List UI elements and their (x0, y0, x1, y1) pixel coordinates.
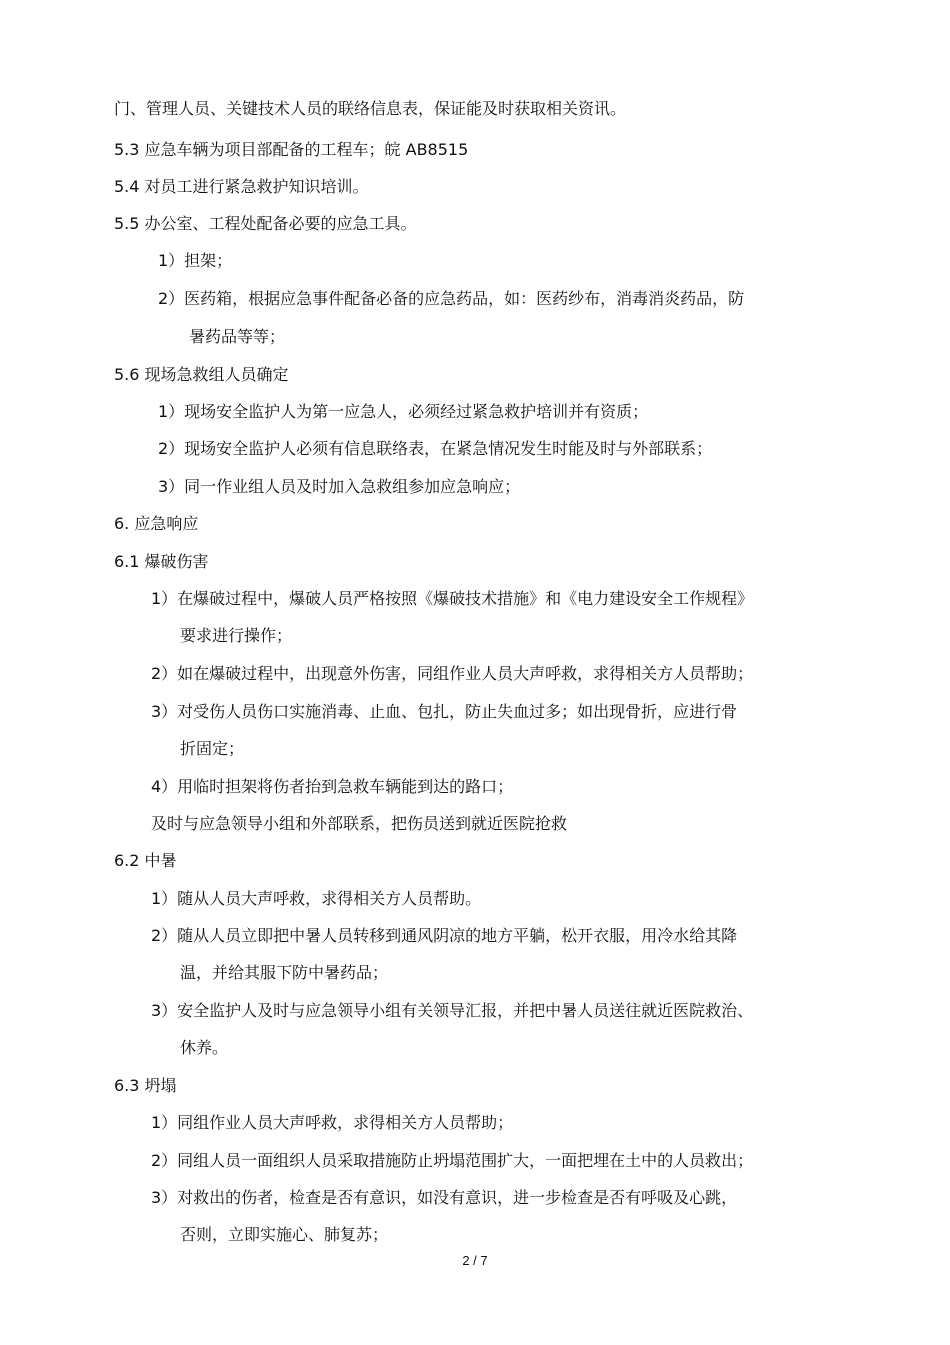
text-line: 2）现场安全监护人必须有信息联络表，在紧急情况发生时能及时与外部联系； (158, 439, 713, 458)
text-line: 门、管理人员、关键技术人员的联络信息表，保证能及时获取相关资讯。 (114, 99, 627, 118)
text-line: 1）同组作业人员大声呼救，求得相关方人员帮助； (151, 1113, 514, 1132)
text-line: 1）现场安全监护人为第一应急人，必须经过紧急救护培训并有资质； (158, 402, 649, 421)
text-line: 温，并给其服下防中暑药品； (180, 963, 389, 982)
text-line: 5.3 应急车辆为项目部配备的工程车；皖 AB8515 (114, 140, 469, 159)
text-line: 3）同一作业组人员及时加入急救组参加应急响应； (158, 477, 521, 496)
text-line: 要求进行操作； (180, 626, 293, 645)
text-line: 6.3 坍塌 (114, 1076, 177, 1095)
text-line: 2）同组人员一面组织人员采取措施防止坍塌范围扩大，一面把埋在土中的人员救出； (151, 1151, 754, 1170)
text-line: 及时与应急领导小组和外部联系，把伤员送到就近医院抢救 (151, 814, 568, 833)
text-line: 6.2 中暑 (114, 851, 177, 870)
text-line: 5.5 办公室、工程处配备必要的应急工具。 (114, 214, 417, 233)
text-line: 休养。 (180, 1038, 229, 1057)
text-line: 1）在爆破过程中，爆破人员严格按照《爆破技术措施》和《电力建设安全工作规程》 (151, 589, 754, 608)
text-line: 6.1 爆破伤害 (114, 552, 209, 571)
text-line: 5.4 对员工进行紧急救护知识培训。 (114, 177, 369, 196)
text-line: 折固定； (180, 739, 245, 758)
page-number: 2 / 7 (462, 1253, 488, 1268)
text-line: 1）随从人员大声呼救，求得相关方人员帮助。 (151, 889, 482, 908)
text-line: 1）担架； (158, 251, 233, 270)
text-line: 2）医药箱，根据应急事件配备必备的应急药品，如：医药纱布，消毒消炎药品，防 (158, 289, 745, 308)
text-line: 暑药品等等； (189, 327, 286, 346)
text-line: 4）用临时担架将伤者抬到急救车辆能到达的路口； (151, 777, 514, 796)
text-line: 2）随从人员立即把中暑人员转移到通风阴凉的地方平躺，松开衣服，用冷水给其降 (151, 926, 738, 945)
text-line: 5.6 现场急救组人员确定 (114, 365, 289, 384)
text-line: 6. 应急响应 (114, 514, 199, 533)
text-line: 否则，立即实施心、肺复苏； (180, 1225, 389, 1244)
text-line: 3）对受伤人员伤口实施消毒、止血、包扎，防止失血过多；如出现骨折，应进行骨 (151, 702, 738, 721)
text-line: 3）安全监护人及时与应急领导小组有关领导汇报，并把中暑人员送往就近医院救治、 (151, 1001, 754, 1020)
text-line: 3）对救出的伤者，检查是否有意识，如没有意识，进一步检查是否有呼吸及心跳， (151, 1188, 738, 1207)
text-line: 2）如在爆破过程中，出现意外伤害，同组作业人员大声呼救，求得相关方人员帮助； (151, 664, 754, 683)
